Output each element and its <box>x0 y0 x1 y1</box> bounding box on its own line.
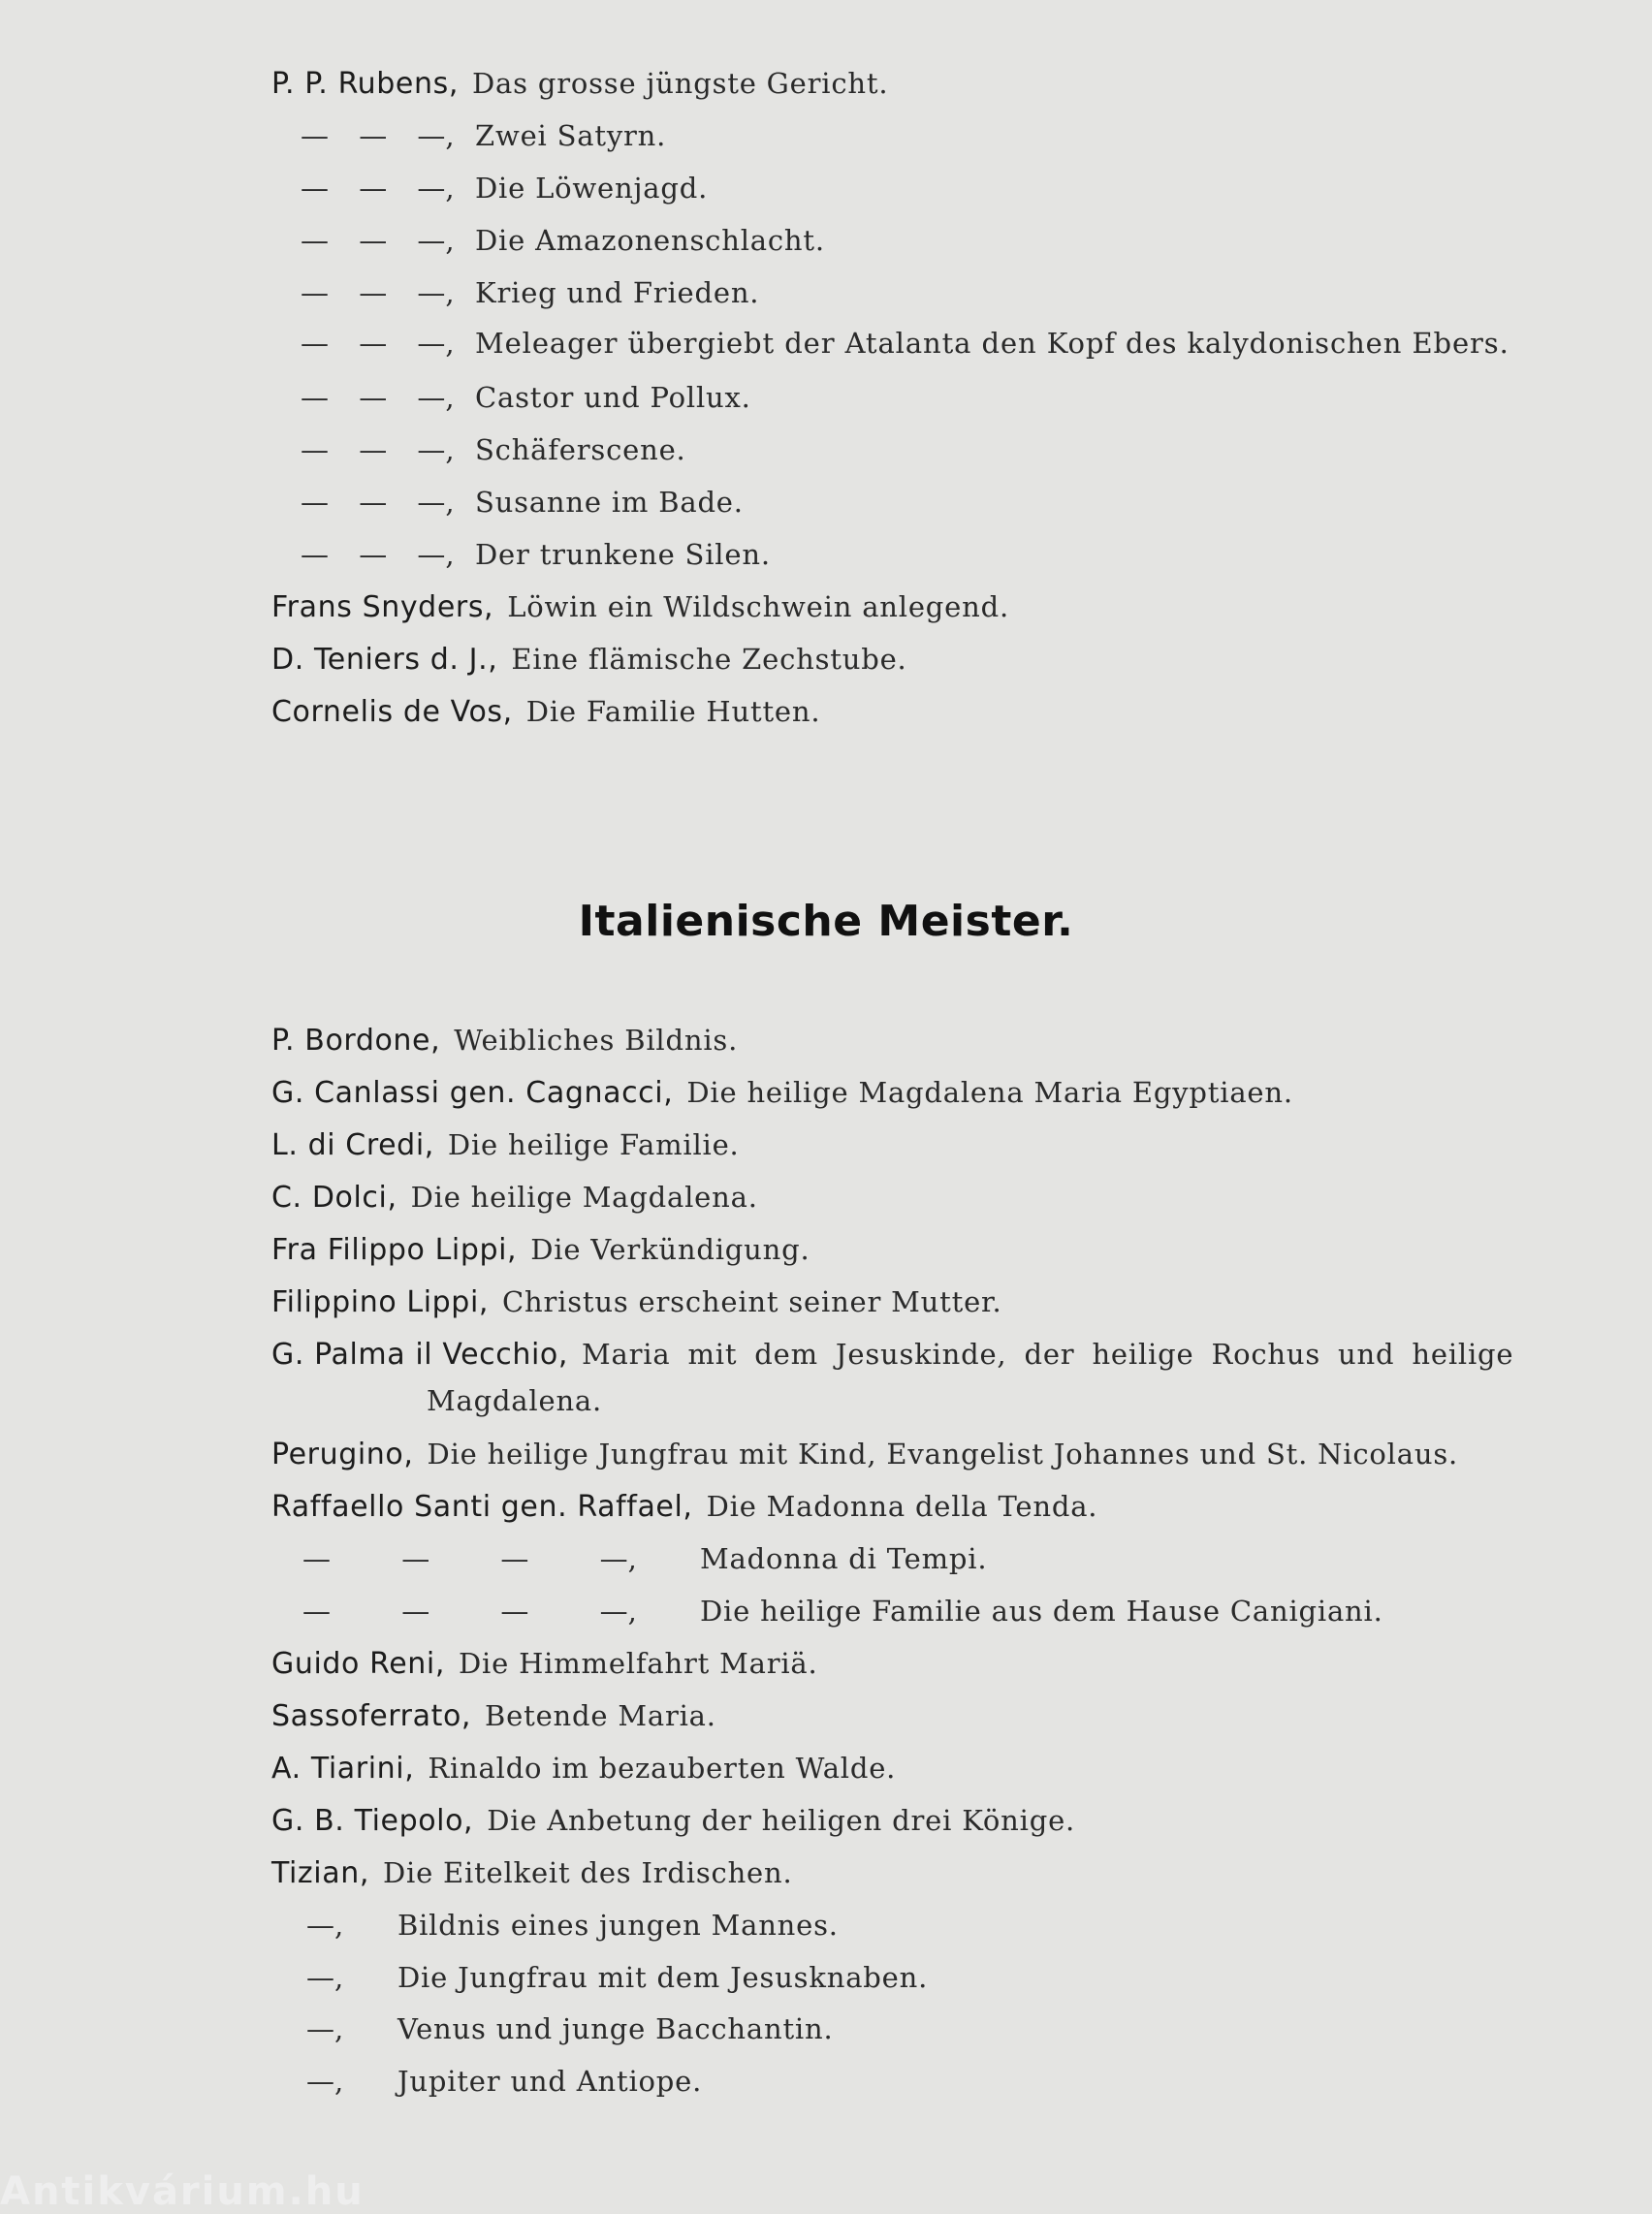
artwork-title: Jupiter und Antiope. <box>397 2065 703 2098</box>
entry-tiepolo <box>271 1801 1532 1841</box>
artist-name: P. Bordone, <box>271 1024 441 1058</box>
entry-rubens-5 <box>301 273 1561 313</box>
artist-name: Perugino, <box>271 1438 414 1471</box>
artwork-title: Die heilige Familie aus dem Hause Canigiani. <box>700 1595 1383 1628</box>
artwork-title: Zwei Satyrn. <box>475 119 667 152</box>
artist-name: D. Teniers d. J., <box>271 643 498 677</box>
entry-cagnacci <box>271 1073 1532 1113</box>
artist-name: C. Dolci, <box>271 1181 397 1215</box>
artwork-title: Die Madonna della Tenda. <box>706 1490 1098 1523</box>
entry-rubens-8 <box>301 430 1561 470</box>
artist-name: Guido Reni, <box>271 1647 445 1681</box>
entry-de-vos <box>271 692 1532 732</box>
artist-name: Raffaello Santi gen. Raffael, <box>271 1490 693 1524</box>
entry-rubens-3 <box>301 169 1561 208</box>
artist-name: Sassoferrato, <box>271 1699 472 1733</box>
entry-fra-lippi <box>271 1230 1532 1270</box>
entry-filippino-lippi <box>271 1282 1532 1322</box>
entry-palma <box>271 1335 1532 1375</box>
ditto-dash: — — —, <box>301 276 455 309</box>
artwork-title: Die Familie Hutten. <box>525 695 821 728</box>
artwork-title: Susanne im Bade. <box>475 486 744 519</box>
artwork-title: Meleager übergiebt der Atalanta den Kopf des kalydonischen Ebers. <box>475 327 1509 360</box>
artwork-title: Eine flämische Zechstube. <box>511 643 907 676</box>
entry-tizian-3 <box>306 1958 1567 1998</box>
entry-tizian-2 <box>306 1906 1567 1945</box>
entry-rubens-7 <box>301 378 1561 418</box>
artwork-title: Madonna di Tempi. <box>700 1542 988 1575</box>
entry-perugino <box>271 1435 1532 1474</box>
entry-rubens-10 <box>301 535 1561 575</box>
artist-name: A. Tiarini, <box>271 1752 415 1786</box>
entry-tizian-4 <box>306 2009 1567 2049</box>
ditto-dash: —, <box>306 2065 344 2098</box>
section-heading: Italienische Meister. <box>578 897 1074 946</box>
entry-rubens-2 <box>301 116 1561 156</box>
entry-rubens-6 <box>301 324 1561 364</box>
artwork-title: Maria mit dem Jesuskinde, der heilige Rochus und heilige <box>582 1338 1514 1371</box>
artwork-title: Die heilige Magdalena. <box>410 1181 758 1214</box>
artist-name: G. Palma il Vecchio, <box>271 1338 569 1372</box>
artwork-title: Schäferscene. <box>475 433 686 466</box>
artwork-title: Die Anbetung der heiligen drei Könige. <box>487 1804 1076 1837</box>
artwork-title: Die Jungfrau mit dem Jesusknaben. <box>397 1961 929 1994</box>
artist-name: P. P. Rubens, <box>271 67 459 101</box>
artist-name: G. B. Tiepolo, <box>271 1804 474 1838</box>
artist-name: Frans Snyders, <box>271 590 494 624</box>
entry-rubens-1 <box>271 64 1532 104</box>
artwork-title: Die Himmelfahrt Mariä. <box>458 1647 818 1680</box>
ditto-dash: —, <box>306 2012 344 2045</box>
entry-tiarini <box>271 1749 1532 1788</box>
entry-rubens-4 <box>301 221 1561 261</box>
ditto-dash: — — — —, <box>302 1595 637 1628</box>
artist-name: G. Canlassi gen. Cagnacci, <box>271 1076 674 1110</box>
entry-sassoferrato <box>271 1696 1532 1736</box>
entry-bordone <box>271 1021 1532 1060</box>
entry-raffael <box>271 1487 1532 1527</box>
artwork-title: Bildnis eines jungen Mannes. <box>397 1909 839 1942</box>
artwork-title: Castor und Pollux. <box>475 381 751 414</box>
artist-name: Cornelis de Vos, <box>271 695 513 729</box>
artwork-title: Krieg und Frieden. <box>475 276 760 309</box>
entry-snyders <box>271 587 1532 627</box>
entry-rubens-9 <box>301 483 1561 522</box>
artist-name: Tizian, <box>271 1856 369 1890</box>
ditto-dash: — — — —, <box>302 1542 637 1575</box>
artwork-title: Die Amazonenschlacht. <box>475 224 825 257</box>
artwork-title: Der trunkene Silen. <box>475 538 771 571</box>
artwork-title: Die heilige Jungfrau mit Kind, Evangelist Johannes und St. Nicolaus. <box>427 1438 1459 1471</box>
artwork-title: Christus erscheint seiner Mutter. <box>502 1285 1002 1318</box>
entry-credi <box>271 1125 1532 1165</box>
artwork-title: Löwin ein Wildschwein anlegend. <box>507 590 1009 623</box>
entry-raffael-2 <box>302 1539 1563 1579</box>
artwork-title: Die heilige Familie. <box>447 1128 740 1161</box>
artist-name: Filippino Lippi, <box>271 1285 490 1319</box>
entry-tizian-5 <box>306 2062 1567 2102</box>
ditto-dash: — — —, <box>301 172 455 205</box>
entry-tizian <box>271 1853 1532 1893</box>
entry-dolci <box>271 1178 1532 1218</box>
artwork-title: Rinaldo im bezauberten Walde. <box>428 1752 897 1785</box>
artwork-title: Venus und junge Bacchantin. <box>397 2012 834 2045</box>
ditto-dash: —, <box>306 1961 344 1994</box>
entry-reni <box>271 1644 1532 1684</box>
ditto-dash: — — —, <box>301 381 455 414</box>
ditto-dash: —, <box>306 1909 344 1942</box>
ditto-dash: — — —, <box>301 486 455 519</box>
ditto-dash: — — —, <box>301 433 455 466</box>
ditto-dash: — — —, <box>301 119 455 152</box>
watermark: Antikvárium.hu <box>0 2169 365 2214</box>
ditto-dash: — — —, <box>301 327 455 360</box>
artwork-title-continuation: Magdalena. <box>427 1384 603 1417</box>
entry-teniers <box>271 640 1532 680</box>
artwork-title: Weibliches Bildnis. <box>454 1024 739 1057</box>
ditto-dash: — — —, <box>301 538 455 571</box>
artist-name: Fra Filippo Lippi, <box>271 1233 518 1267</box>
artist-name: L. di Credi, <box>271 1128 434 1162</box>
artwork-title: Die Löwenjagd. <box>475 172 709 205</box>
entry-raffael-3 <box>302 1592 1563 1631</box>
artwork-title: Betende Maria. <box>485 1699 716 1732</box>
artwork-title: Die Eitelkeit des Irdischen. <box>382 1856 793 1889</box>
ditto-dash: — — —, <box>301 224 455 257</box>
artwork-title: Die Verkündigung. <box>530 1233 810 1266</box>
artwork-title: Das grosse jüngste Gericht. <box>471 67 889 100</box>
artwork-title: Die heilige Magdalena Maria Egyptiaen. <box>686 1076 1293 1109</box>
